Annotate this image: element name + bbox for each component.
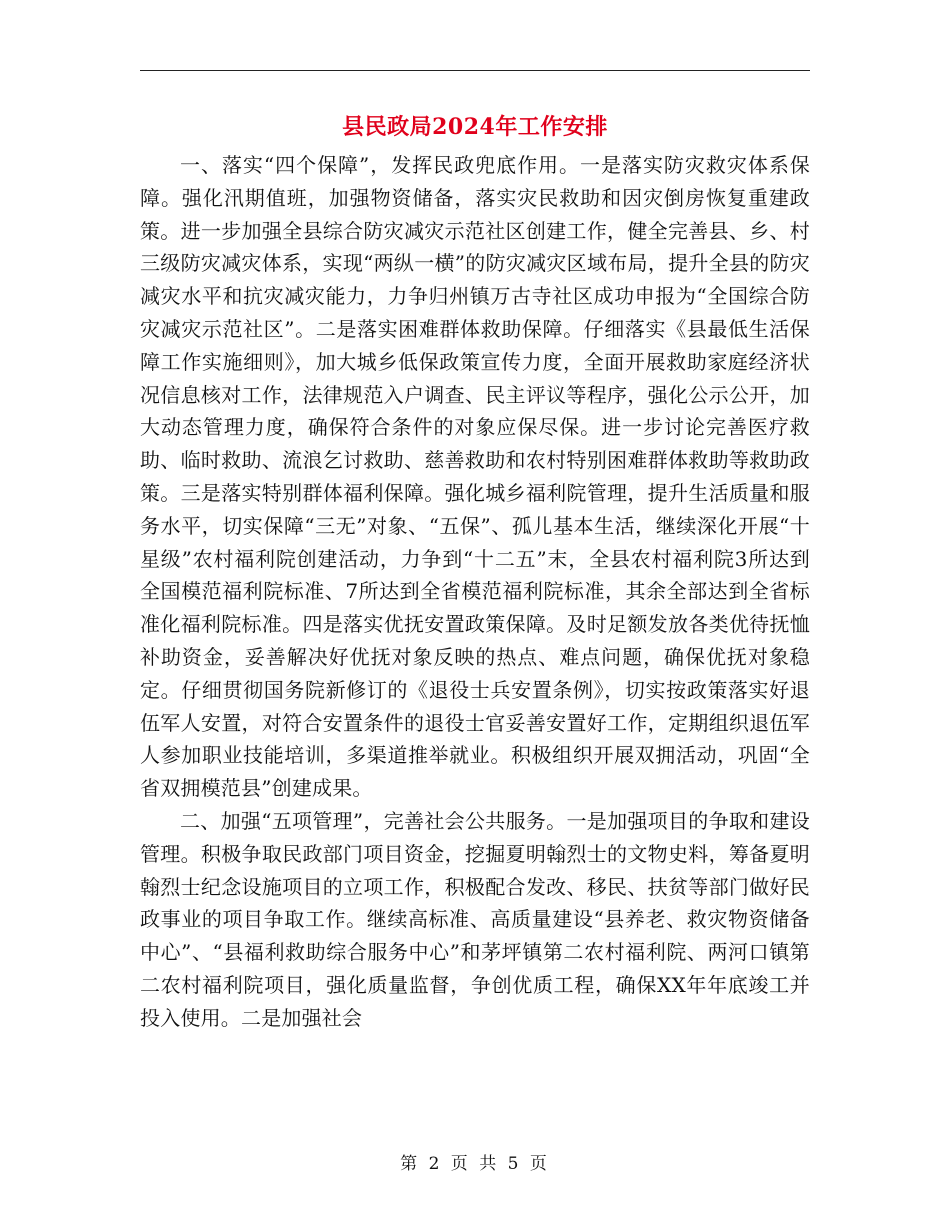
page-number: 第 2 页 共 5 页 — [400, 1154, 550, 1174]
paragraph-1: 一、落实“四个保障”，发挥民政兜底作用。一是落实防灾救灾体系保障。强化汛期值班，加强物资储备，落实灾民救助和因灾倒房恢复重建政策。进一步加强全县综合防灾减灾示范社区创建工作，健全完善县、乡、村三级防灾减灾体系，实现“两纵一横”的防灾减灾区域布局，提升全县的防灾减灾水平和抗灾减灾能力，力争归州镇万古寺社区成功申报为“全国综合防灾减灾示范社区”。二是落实困难群体救助保障。仔细落实《县最低生活保障工作实施细则》，加大城乡低保政策宣传力度，全面开展救助家庭经济状况信息核对工作，法律规范入户调查、民主评议等程序，强化公示公开，加大动态管理力度，确保符合条件的对象应保尽保。进一步讨论完善医疗救助、临时救助、流浪乞讨救助、慈善救助和农村特别困难群体救助等救助政策。三是落实特别群体福利保障。强化城乡福利院管理，提升生活质量和服务水平，切实保障“三无”对象、“五保”、孤儿基本生活，继续深化开展“十星级”农村福利院创建活动，力争到“十二五”末，全县农村福利院3所达到全国模范福利院标准、7所达到全省模范福利院标准，其余全部达到全省标准化福利院标准。四是落实优抚安置政策保障。及时足额发放各类优待抚恤补助资金，妥善解决好优抚对象反映的热点、难点问题，确保优抚对象稳定。仔细贯彻国务院新修订的《退役士兵安置条例》，切实按政策落实好退伍军人安置，对符合安置条件的退役士官妥善安置好工作，定期组织退伍军人参加职业技能培训，多渠道推举就业。积极组织开展双拥活动，巩固“全省双拥模范县”创建成果。 — [140, 153, 810, 801]
document-title: 县民政局2024年工作安排 — [342, 114, 608, 140]
paragraph-2: 二、加强“五项管理”，完善社会公共服务。一是加强项目的争取和建设管理。积极争取民政部门项目资金，挖掘夏明翰烈士的文物史料，筹备夏明翰烈士纪念设施项目的立项工作，积极配合发改、移民、扶贫等部门做好民政事业的项目争取工作。继续高标准、高质量建设“县养老、救灾物资储备中心”、“县福利救助综合服务中心”和茅坪镇第二农村福利院、两河口镇第二农村福利院项目，强化质量监督，争创优质工程，确保XX年年底竣工并投入使用。二是加强社会 — [140, 808, 810, 1030]
document-body — [140, 149, 810, 1035]
header-rule — [140, 70, 810, 71]
